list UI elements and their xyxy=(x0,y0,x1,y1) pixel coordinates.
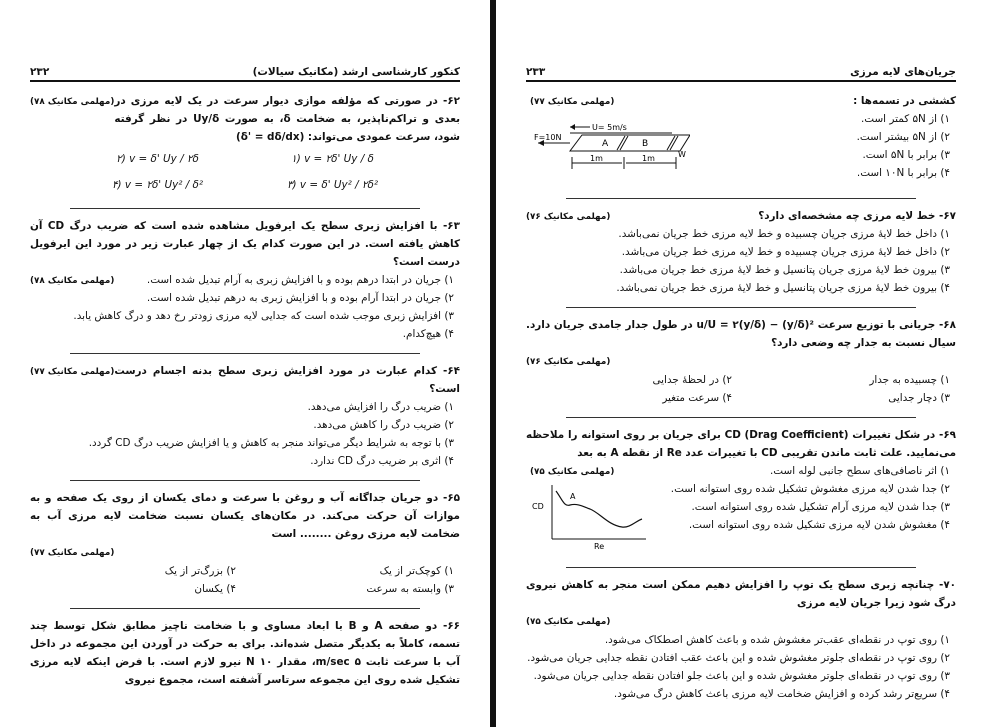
left-body xyxy=(30,92,460,695)
length-label-1: 1m xyxy=(590,154,603,163)
option-1[interactable]: ۱) جریان در ابتدا درهم بوده و با افزایش زبری به آرام تبدیل شده است. xyxy=(146,274,454,286)
option-1[interactable]: ۱) چسبیده به جدار xyxy=(869,374,950,386)
source-tag: (مهلمی مکانیک ۷۸) xyxy=(30,276,115,286)
question-62 xyxy=(30,92,460,198)
option-3[interactable]: ۳) بیرون خط لایهٔ مرزی جریان پتانسیل و خط لایهٔ مرزی خط جریان می‌باشد. xyxy=(619,264,950,276)
cd-re-graph xyxy=(530,481,650,551)
option-4[interactable]: ۴) v = ۲δ' Uy² / δ² xyxy=(111,179,204,191)
option-1[interactable]: ۱) اثر ناصافی‌های سطح جانبی لوله است. xyxy=(769,465,950,477)
separator xyxy=(70,208,420,209)
question-text: ۷۰- چنانچه زبری سطح یک توپ را افزایش دهیم ممکن است منجر به کاهش نیروی درگ شود زیرا جریان لایه مرزی xyxy=(526,579,956,609)
option-2[interactable]: ۲) بزرگ‌تر از یک xyxy=(164,565,236,577)
right-header xyxy=(526,60,956,78)
source-tag: (مهلمی مکانیک ۷۵) xyxy=(526,617,611,627)
option-3[interactable]: ۳) وابسته به سرعت xyxy=(366,583,454,595)
source-tag: (مهلمی مکانیک ۷۷) xyxy=(530,97,615,107)
separator xyxy=(70,608,420,609)
option-4[interactable]: ۴) بیرون خط لایهٔ مرزی جریان پتانسیل و خط لایهٔ مرزی خط جریان نمی‌باشد. xyxy=(616,282,950,294)
right-header-title: جریان‌های لایه مرزی xyxy=(850,66,956,78)
option-2[interactable]: ۲) جریان در ابتدا آرام بوده و با افزایش زبری به درهم تبدیل شده است. xyxy=(146,292,454,304)
source-tag: (مهلمی مکانیک ۷۷) xyxy=(30,367,115,377)
left-page-number: ۲۳۲ xyxy=(30,66,50,78)
re-axis-label: Re xyxy=(594,542,605,551)
option-2[interactable]: ۲) جدا شدن لایه مرزی مغشوش تشکیل شده روی استوانه است. xyxy=(670,483,950,495)
option-2[interactable]: ۲) از ۵N بیشتر است. xyxy=(856,131,950,143)
source-tag: (مهلمی مکانیک ۷۸) xyxy=(30,97,115,107)
question-66 xyxy=(30,617,460,689)
separator xyxy=(566,417,916,418)
source-tag: (مهلمی مکانیک ۷۶) xyxy=(526,357,611,367)
plate-a-label: A xyxy=(602,139,609,149)
option-1[interactable]: ۱) ضریب درگ را افزایش می‌دهد. xyxy=(307,401,454,413)
option-1[interactable]: ۱) روی توپ در نقطه‌ای عقب‌تر مغشوش شده و باعث کاهش اصطکاک می‌شود. xyxy=(604,634,950,646)
separator xyxy=(566,198,916,199)
source-tag: (مهلمی مکانیک ۷۶) xyxy=(526,212,611,222)
formula-options xyxy=(30,146,460,198)
right-header-rule xyxy=(526,80,956,82)
option-2[interactable]: ۲) v = δ' Uy / ۲δ xyxy=(116,153,199,165)
length-label-2: 1m xyxy=(642,154,655,163)
cd-figure xyxy=(530,462,650,557)
option-3[interactable]: ۳) دچار جدایی xyxy=(888,392,950,404)
separator xyxy=(566,567,916,568)
question-text: ۶۹- در شکل تغییرات CD (Drag Coefficient) برای جریان بر روی استوانه را ملاحظه می‌نمایید. علت ثابت ماندن تقریبی CD با تغییرات عدد Re از نقطه A به بعد xyxy=(526,429,956,459)
question-68 xyxy=(526,316,956,407)
question-text: ۶۲- در صورتی که مؤلفه موازی دیوار سرعت در یک لایه مرزی در بعدی و تراکم‌ناپذیر، به ضخامت δ، به صورت Uy/δ در نظر گرفته شود، سرعت عمودی می‌تواند: (δ' = dδ/dx) xyxy=(114,95,460,143)
source-tag: (مهلمی مکانیک ۷۷) xyxy=(30,548,115,558)
force-label: F=10N xyxy=(534,133,562,142)
question-70 xyxy=(526,576,956,703)
question-63 xyxy=(30,217,460,343)
option-3[interactable]: ۳) با توجه به شرایط دیگر می‌تواند منجر به کاهش و یا افزایش ضریب درگ CD گردد. xyxy=(88,437,454,449)
width-label: W xyxy=(678,150,686,159)
question-text: ۶۷- خط لایه مرزی چه مشخصه‌ای دارد؟ xyxy=(758,210,956,222)
source-tag: (مهلمی مکانیک ۷۵) xyxy=(530,467,615,477)
question-text: ۶۳- با افزایش زبری سطح یک ایرفویل مشاهده شده است که ضریب درگ CD آن کاهش یافته است. در این صورت کدام یک از چهار عبارت زیر در مورد این ایرفویل درست است؟ xyxy=(30,220,460,268)
question-65 xyxy=(30,489,460,598)
option-4[interactable]: ۴) مغشوش شدن لایه مرزی تشکیل شده روی استوانه است. xyxy=(688,519,950,531)
option-1[interactable]: ۱) داخل خط لایهٔ مرزی جریان چسبیده و خط لایه مرزی خط جریان نمی‌باشد. xyxy=(618,228,950,240)
option-1[interactable]: ۱) v = ۲δ' Uy / δ xyxy=(291,153,374,165)
separator xyxy=(566,307,916,308)
cd-axis-label: CD xyxy=(532,502,544,511)
plate-b-label: B xyxy=(642,139,649,149)
point-a-label: A xyxy=(570,492,576,501)
question-64 xyxy=(30,362,460,470)
option-4[interactable]: ۴) برابر با ۱۰N است. xyxy=(856,167,950,179)
question-69 xyxy=(526,426,956,557)
options-grid xyxy=(30,562,460,598)
separator xyxy=(70,480,420,481)
question-text: ۶۶- دو صفحه A و B با ابعاد مساوی و با ضخامت ناچیز مطابق شکل توسط چند تسمه، کاملاً به یکدیگر متصل شده‌اند. برای به حرکت در آوردن این مجموعه در داخل آب با سرعت ثابت ۵ m/sec، مقدار ۱۰ N نیرو لازم است. با فرض اینکه لایه مرزی تشکیل شده روی این مجموعه سرتاسر آشفته است، مجموع نیروی xyxy=(30,620,461,686)
plates-diagram xyxy=(530,111,690,183)
option-3[interactable]: ۳) افزایش زبری موجب شده است که جدایی لایه مرزی زودتر رخ دهد و درگ کاهش یابد. xyxy=(73,310,454,322)
option-4[interactable]: ۴) اثری بر ضریب درگ CD ندارد. xyxy=(310,455,454,467)
option-3[interactable]: ۳) v = δ' Uy² / ۲δ² xyxy=(286,179,379,191)
velocity-label: U= 5m/s xyxy=(592,123,627,132)
option-2[interactable]: ۲) ضریب درگ را کاهش می‌دهد. xyxy=(313,419,454,431)
question-66-continued xyxy=(526,92,956,188)
question-text: ۶۵- دو جریان جداگانه آب و روغن با سرعت و دمای یکسان از روی یک صفحه و به موازات آن حرکت می‌کند. در مکان‌های یکسان نسبت ضخامت لایه مرزی آب به ضخامت لایه مرزی روغن ........ است xyxy=(30,492,460,540)
option-4[interactable]: ۴) سریع‌تر رشد کرده و افزایش ضخامت لایه مرزی باعث کاهش درگ می‌شود. xyxy=(613,688,950,700)
option-4[interactable]: ۴) یکسان xyxy=(194,583,236,595)
left-header-title: کنکور کارشناسی ارشد (مکانیک سیالات) xyxy=(252,66,460,78)
options-grid xyxy=(526,371,956,407)
option-4[interactable]: ۴) سرعت متغیر xyxy=(662,392,732,404)
left-header xyxy=(30,60,460,78)
option-2[interactable]: ۲) داخل خط لایهٔ مرزی جریان چسبیده و خط لایه مرزی خط جریان می‌باشد. xyxy=(621,246,950,258)
option-1[interactable]: ۱) کوچک‌تر از یک xyxy=(379,565,454,577)
option-4[interactable]: ۴) هیچ‌کدام. xyxy=(402,328,454,340)
question-text: کششی در تسمه‌ها : xyxy=(853,95,956,107)
option-3[interactable]: ۳) جدا شدن لایه مرزی آرام تشکیل شده روی استوانه است. xyxy=(691,501,950,513)
question-67 xyxy=(526,207,956,297)
option-2[interactable]: ۲) در لحظهٔ جدایی xyxy=(652,374,732,386)
plates-figure xyxy=(530,92,690,189)
separator xyxy=(70,353,420,354)
right-page-number: ۲۳۳ xyxy=(526,66,546,78)
option-3[interactable]: ۳) برابر با ۵N است. xyxy=(862,149,950,161)
left-header-rule xyxy=(30,80,460,82)
right-body xyxy=(526,92,956,709)
option-3[interactable]: ۳) روی توپ در نقطه‌ای جلوتر مغشوش شده و این باعث جلو افتادن نقطه جدایی جریان می‌شود. xyxy=(533,670,950,682)
option-1[interactable]: ۱) از ۵N کمتر است. xyxy=(860,113,950,125)
question-text: ۶۸- جریانی با توزیع سرعت u/U = ۲(y/δ) − (y/δ)² در طول جدار جامدی جریان دارد. سیال نسبت به جدار چه وضعی دارد؟ xyxy=(526,319,956,349)
option-2[interactable]: ۲) روی توپ در نقطه‌ای جلوتر مغشوش شده و این باعث عقب افتادن نقطه جدایی جریان می‌شود. xyxy=(527,652,950,664)
left-page xyxy=(0,0,490,727)
question-text: ۶۴- کدام عبارت در مورد افزایش زبری سطح بدنه اجسام درست است؟ xyxy=(114,365,460,395)
right-page xyxy=(496,0,986,727)
